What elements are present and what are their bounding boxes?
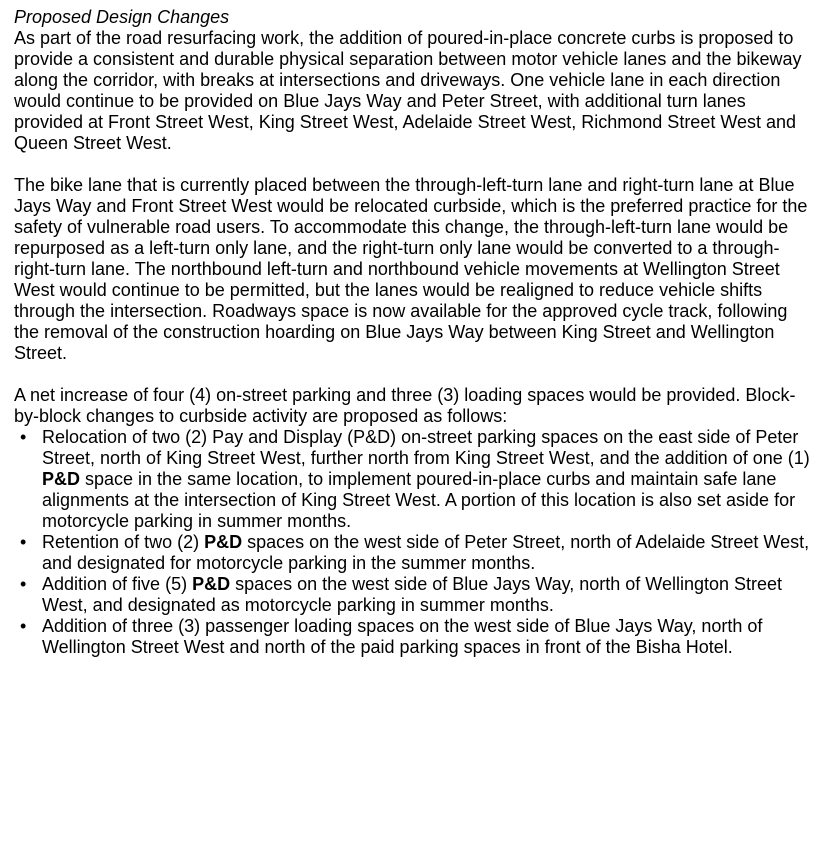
bullet-icon: •	[20, 532, 27, 552]
list-item	[14, 532, 815, 574]
list-item	[14, 427, 815, 532]
list-item-text: Addition of five (5) P&D spaces on the west side of Blue Jays Way, north of Wellington Street West, and designated as motorcycle parking in summer months.	[42, 574, 783, 615]
list-item-text: Relocation of two (2) Pay and Display (P&D) on-street parking spaces on the east side of Peter Street, north of King Street West, further north from King Street West, and the addition of one (1) P&D space in the same location, to implement poured-in-place curbs and maintain safe lane alignments at the intersection of King Street West. A portion of this location is also set aside for motorcycle parking in summer months.	[42, 427, 810, 531]
bullet-icon: •	[20, 616, 27, 636]
bullet-icon: •	[20, 574, 27, 594]
list-item-text: Retention of two (2) P&D spaces on the west side of Peter Street, north of Adelaide Street West, and designated for motorcycle parking in the summer months.	[42, 532, 810, 573]
bullet-icon: •	[20, 427, 27, 447]
section-heading: Proposed Design Changes	[14, 7, 230, 27]
curbside-changes-bullet-list	[14, 427, 815, 658]
list-item	[14, 574, 815, 616]
paragraph-bike-lane-relocation: The bike lane that is currently placed between the through-left-turn lane and right-turn lane at Blue Jays Way and Front Street West would be relocated curbside, which is the preferred practice for the safety of vulnerable road users. To accommodate this change, the through-left-turn lane would be repurposed as a left-turn only lane, and the right-turn only lane would be converted to a through-right-turn lane. The northbound left-turn and northbound vehicle movements at Wellington Street West would continue to be permitted, but the lanes would be realigned to reduce vehicle shifts through the intersection. Roadways space is now available for the approved cycle track, following the removal of the construction hoarding on Blue Jays Way between King Street and Wellington Street.	[14, 175, 808, 363]
paragraph-road-resurfacing: As part of the road resurfacing work, the addition of poured-in-place concrete curbs is proposed to provide a consistent and durable physical separation between motor vehicle lanes and the bikeway along the corridor, with breaks at intersections and driveways. One vehicle lane in each direction would continue to be provided on Blue Jays Way and Peter Street, with additional turn lanes provided at Front Street West, King Street West, Adelaide Street West, Richmond Street West and Queen Street West.	[14, 28, 802, 153]
list-item	[14, 616, 815, 658]
paragraph-parking-increase: A net increase of four (4) on-street parking and three (3) loading spaces would be provided. Block-by-block changes to curbside activity are proposed as follows:	[14, 385, 796, 426]
list-item-text: Addition of three (3) passenger loading spaces on the west side of Blue Jays Way, north of Wellington Street West and north of the paid parking spaces in front of the Bisha Hotel.	[42, 616, 763, 657]
